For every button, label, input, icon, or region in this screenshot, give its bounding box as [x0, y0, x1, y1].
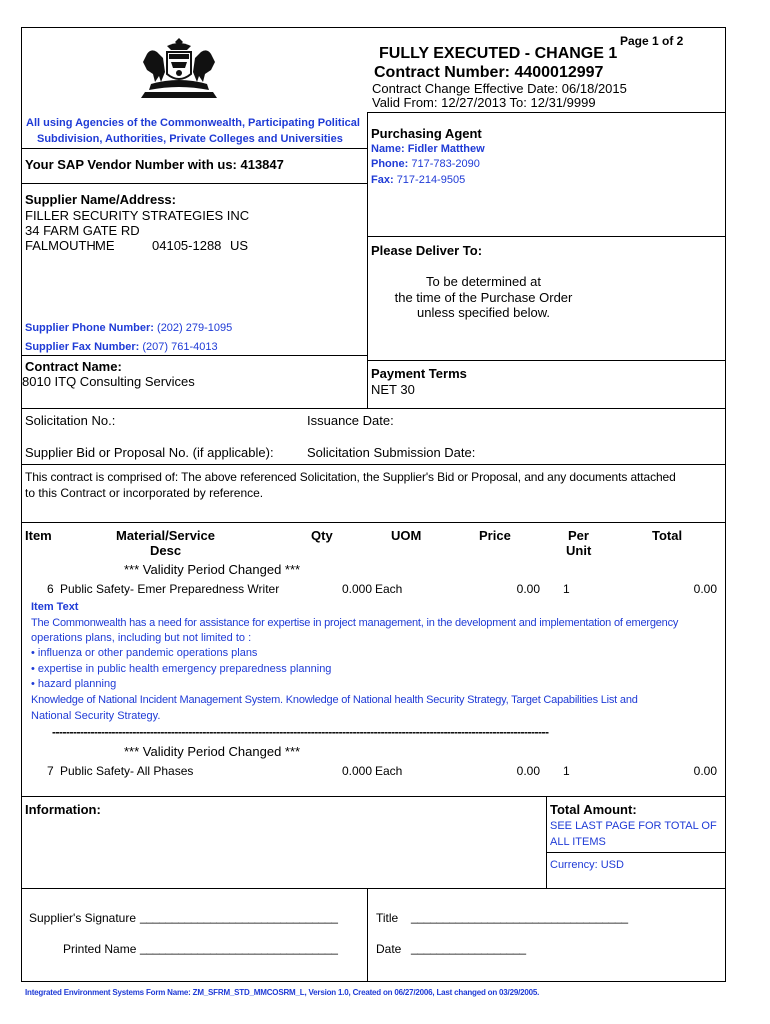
header-vertical-divider — [367, 112, 368, 408]
total-inner-divider — [546, 852, 726, 853]
page-indicator: Page 1 of 2 — [620, 34, 684, 48]
agencies-line-1: All using Agencies of the Commonwealth, Participating Political — [26, 117, 360, 129]
col-unit: Unit — [566, 543, 592, 558]
agent-fax — [371, 174, 465, 186]
col-uom: UOM — [391, 528, 422, 543]
item-text-line-3: • influenza or other pandemic operations plans — [31, 647, 258, 659]
comprised-line-2: to this Contract or incorporated by reference. — [25, 486, 264, 500]
divider-solicitation — [21, 464, 726, 465]
agent-phone-label: Phone: — [371, 158, 409, 170]
left-divider-supplier — [21, 355, 367, 356]
deliver-line-2: the time of the Purchase Order — [394, 290, 573, 305]
deliver-line-1: To be determined at — [426, 274, 541, 289]
total-vertical-divider — [546, 796, 547, 889]
item-text-line-2: operations plans, including but not limited to : — [31, 632, 252, 644]
supplier-zip: 04105-1288 — [152, 238, 222, 253]
form-footer: Integrated Environment Systems Form Name: ZM_SFRM_STD_MMCOSRM_L, Version 1.0, Created on 06/27/2006, Last changed on 03/29/2005. — [25, 988, 540, 997]
agent-name-label: Name: — [371, 143, 405, 155]
divider-comprised — [21, 522, 726, 523]
supplier-phone-label: Supplier Phone Number: — [25, 322, 154, 334]
right-divider-deliver — [367, 360, 726, 361]
item-7-qty: 0.000 — [341, 764, 372, 778]
item-7-desc: Public Safety- All Phases — [60, 764, 194, 778]
printed-name-label: Printed Name — [63, 942, 137, 956]
item-6-uom: Each — [375, 582, 403, 596]
agent-phone — [371, 158, 480, 170]
item-text-line-7: National Security Strategy. — [31, 710, 161, 722]
total-amount-label: Total Amount: — [550, 802, 637, 817]
supplier-signature-label: Supplier's Signature — [29, 911, 137, 925]
deliver-line-3: unless specified below. — [417, 305, 550, 320]
col-desc: Desc — [150, 543, 182, 558]
supplier-phone — [25, 322, 232, 334]
item-7-price: 0.00 — [516, 764, 540, 778]
left-divider-agencies — [21, 148, 367, 149]
supplier-fax-value: (207) 761-4013 — [142, 341, 218, 353]
supplier-phone-value: (202) 279-1095 — [157, 322, 233, 334]
supplier-country: US — [230, 238, 249, 253]
outer-border-left — [21, 27, 22, 982]
right-divider-agent — [367, 236, 726, 237]
divider-contract — [21, 408, 726, 409]
total-note-line-2: ALL ITEMS — [550, 836, 606, 848]
effective-date: Contract Change Effective Date: 06/18/2015 — [372, 81, 627, 96]
divider-items-end — [21, 796, 726, 797]
agent-name-value: Fidler Matthew — [407, 143, 485, 155]
information-label: Information: — [25, 802, 101, 817]
currency: Currency: USD — [550, 859, 624, 871]
supplier-city: FALMOUTH — [25, 238, 96, 253]
item-text-line-4: • expertise in public health emergency preparedness planning — [31, 663, 332, 675]
col-total: Total — [652, 528, 683, 543]
deliver-label: Please Deliver To: — [371, 243, 483, 258]
outer-border-top — [21, 27, 726, 28]
item-6-desc: Public Safety- Emer Preparedness Writer — [60, 582, 280, 596]
item-text-line-6: Knowledge of National Incident Management System. Knowledge of National health Security Strategy, Target Capabilities List and — [31, 694, 638, 706]
item-text-line-5: • hazard planning — [31, 678, 117, 690]
col-price: Price — [479, 528, 511, 543]
outer-border-bottom — [21, 981, 726, 982]
item-7-per: 1 — [563, 764, 570, 778]
agencies-line-2: Subdivision, Authorities, Private Colleges and Universities — [37, 133, 343, 145]
item-7-total: 0.00 — [693, 764, 717, 778]
item-7-validity: *** Validity Period Changed *** — [124, 744, 301, 759]
contract-name-label: Contract Name: — [25, 359, 122, 374]
item-6-price: 0.00 — [516, 582, 540, 596]
item-text-line-1: The Commonwealth has a need for assistance for expertise in project management, in the development and implementation of emergency — [31, 617, 679, 629]
supplier-street: 34 FARM GATE RD — [25, 223, 140, 238]
bid-proposal-label: Supplier Bid or Proposal No. (if applicable): — [25, 445, 274, 460]
submission-date-label: Solicitation Submission Date: — [307, 445, 476, 460]
agent-phone-value: 717-783-2090 — [411, 158, 480, 170]
signature-vertical-divider — [367, 888, 368, 981]
item-separator: ---------------------------------------------------------------------------------------------------------------------------------------------- — [52, 725, 549, 739]
commonwealth-seal-icon — [137, 36, 221, 102]
document-title: FULLY EXECUTED - CHANGE 1 — [379, 45, 618, 62]
title-label: Title — [376, 911, 399, 925]
supplier-name: FILLER SECURITY STRATEGIES INC — [25, 208, 250, 223]
col-item: Item — [25, 528, 52, 543]
item-6-qty: 0.000 — [341, 582, 372, 596]
date-line[interactable]: __________________ — [411, 941, 526, 955]
agent-name — [371, 143, 485, 155]
printed-name-line[interactable]: _______________________________ — [140, 941, 338, 955]
sap-vendor-number: Your SAP Vendor Number with us: 413847 — [25, 157, 284, 172]
supplier-state: ME — [95, 238, 115, 253]
supplier-fax — [25, 341, 218, 353]
col-material: Material/Service — [116, 528, 216, 543]
valid-range: Valid From: 12/27/2013 To: 12/31/9999 — [372, 95, 596, 110]
header-horizontal-divider — [367, 112, 726, 113]
supplier-fax-label: Supplier Fax Number: — [25, 341, 140, 353]
date-label: Date — [376, 942, 402, 956]
col-qty: Qty — [311, 528, 333, 543]
contract-number: Contract Number: 4400012997 — [374, 64, 604, 81]
item-6-validity: *** Validity Period Changed *** — [124, 562, 301, 577]
title-line[interactable]: __________________________________ — [411, 910, 628, 924]
col-per: Per — [568, 528, 589, 543]
item-text-label: Item Text — [31, 601, 79, 613]
left-divider-vendor — [21, 183, 367, 184]
divider-info — [21, 888, 726, 889]
agent-fax-label: Fax: — [371, 174, 394, 186]
item-6-total: 0.00 — [693, 582, 717, 596]
payment-terms-value: NET 30 — [371, 382, 415, 397]
contract-name-value: 8010 ITQ Consulting Services — [22, 374, 195, 389]
solicitation-no-label: Solicitation No.: — [25, 413, 116, 428]
total-note-line-1: SEE LAST PAGE FOR TOTAL OF — [550, 820, 717, 832]
issuance-date-label: Issuance Date: — [307, 413, 394, 428]
item-7-number: 7 — [47, 764, 54, 778]
item-6-number: 6 — [47, 582, 54, 596]
purchasing-agent-label: Purchasing Agent — [371, 126, 482, 141]
comprised-line-1: This contract is comprised of: The above referenced Solicitation, the Supplier's Bid or Proposal, and any documents attached — [25, 470, 676, 484]
agent-fax-value: 717-214-9505 — [396, 174, 466, 186]
item-6-per: 1 — [563, 582, 570, 596]
supplier-label: Supplier Name/Address: — [25, 192, 176, 207]
outer-border-right — [725, 27, 726, 982]
payment-terms-label: Payment Terms — [371, 366, 467, 381]
supplier-signature-line[interactable]: _______________________________ — [140, 910, 338, 924]
item-7-uom: Each — [375, 764, 403, 778]
